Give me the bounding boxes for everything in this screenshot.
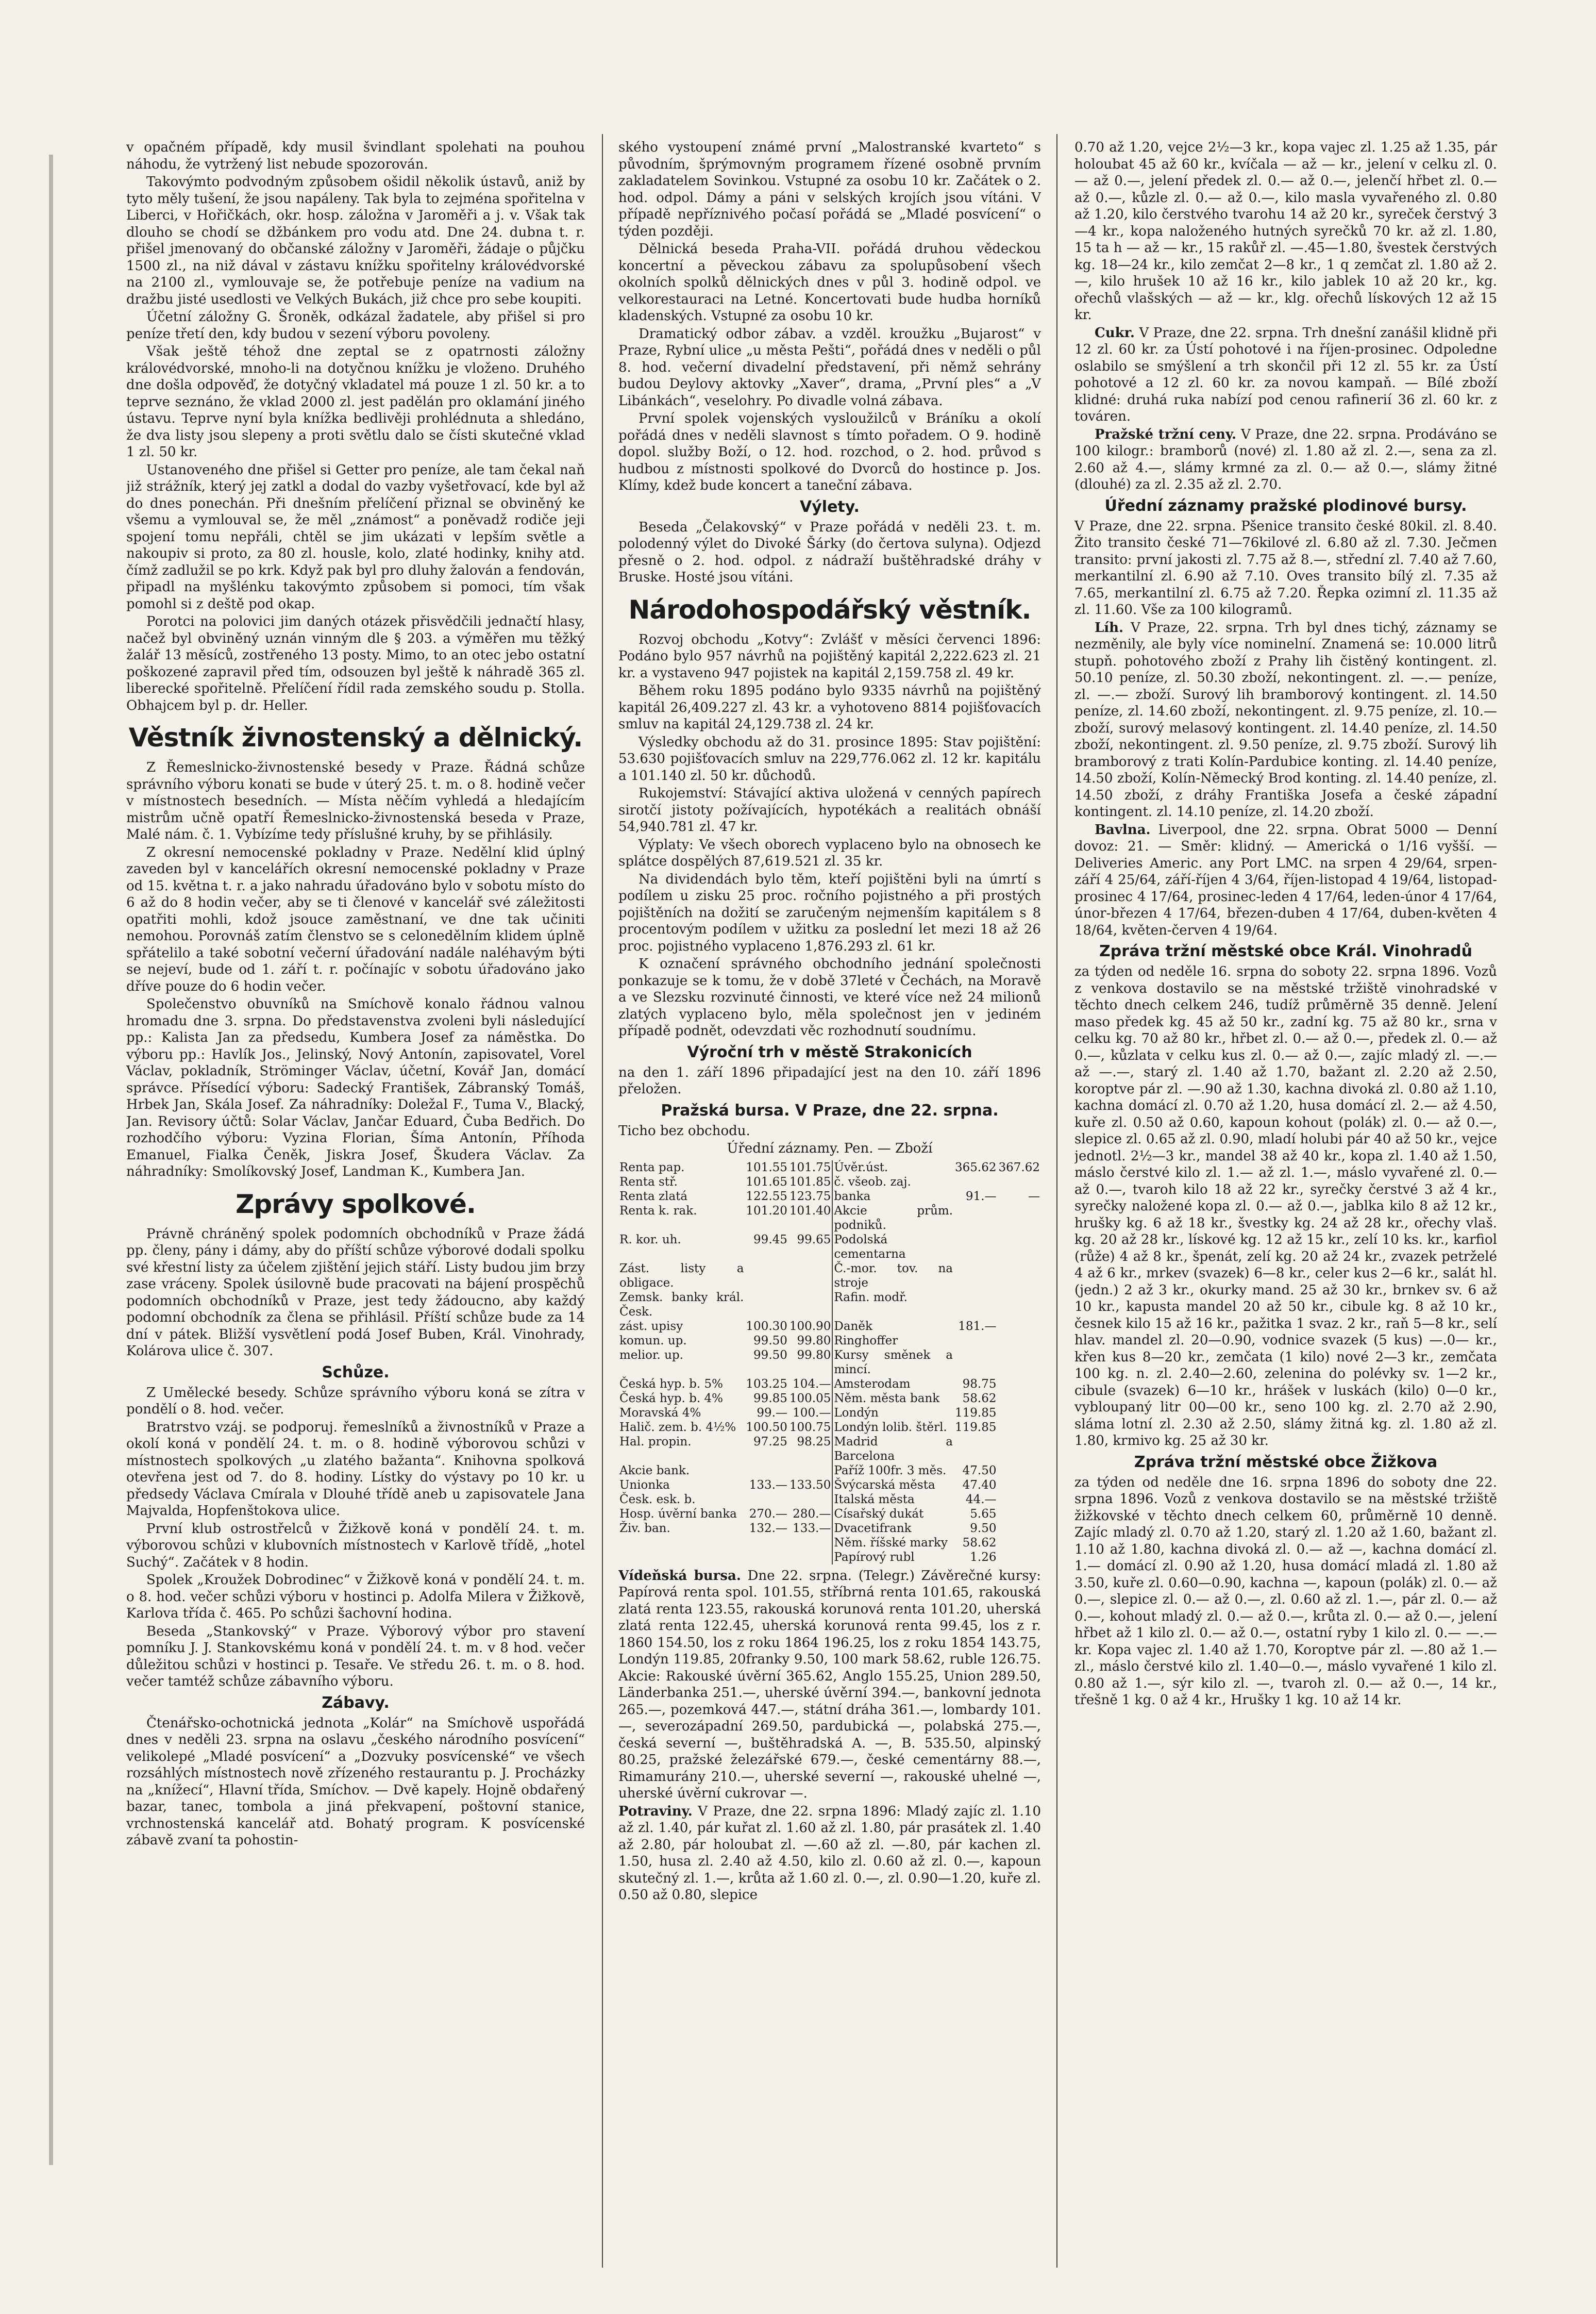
exchange-cell: Zást. listy a obligace. (619, 1261, 744, 1290)
exchange-row (618, 1189, 1041, 1204)
run-in-title: Pražské tržní ceny. (1095, 426, 1237, 442)
exchange-cell: 119.85 (955, 1406, 997, 1420)
run-in-title: Bavlna. (1095, 822, 1151, 838)
exchange-cell: Halič. zem. b. 4½% (619, 1420, 736, 1434)
exchange-cell (998, 1435, 1041, 1463)
exchange-cell: 5.65 (970, 1507, 997, 1521)
exchange-row (618, 1420, 1041, 1435)
exchange-cell (618, 1536, 745, 1550)
exchange-cell (954, 1175, 997, 1189)
exchange-cell (998, 1319, 1041, 1334)
exchange-cell (998, 1377, 1041, 1391)
exchange-row (618, 1478, 1041, 1492)
exchange-header: Úřední záznamy. Pen. — Zboží (727, 1141, 933, 1156)
exchange-cell: Unionka (619, 1478, 670, 1492)
exchange-cell (788, 1261, 832, 1290)
exchange-row (618, 1261, 1041, 1290)
econ-paragraph: za týden od neděle dne 16. srpna 1896 do soboty dne 22. srpna 1896. Vozů z venkova dostavilo se na městské tržiště žižkovské v těchto dnech celkem 60, průměrně 10 denně. Zajíc mladý zl. 0.70 až 1.20, starý zl. 1.20 až 1.60, bažant zl. 1.10 až 1.80, kachna divoká zl. 0.— až —, kachna domácí zl. 1.— domácí zl. 0.90 až 1.20, husa domácí mladá zl. 1.80 až 3.50, kuře zl. 0.60—0.90, kachna —, kapoun (polák) zl. 0.— až 0.—, slepice zl. 0.— až 0.—, zl. 0.60 až zl. 1.—, pár zl. 0.— až 0.—, kohout mladý zl. 0.— až 0.—, krůta zl. 0.— až 0.—, jelení hřbet až 1 kilo zl. 0.— až 0.—, ostatní ryby 1 kilo zl. 0.— —.— kr. Kopa vajec zl. 1.40 až 1.70, Koroptve pár zl. —.80 až 1.— zl., máslo čerstvé kilo zl. 1.40—0.—, máslo vyvařené 1 kilo zl. 0.80 až 1.—, sýr kilo zl. —, tvaroh zl. 0.— až 0.—, 14 kr., třešně 1 kg. 0 až 4 kr., Hrušky 1 kg. 10 až 14 kr. (1074, 1474, 1497, 1708)
article-paragraph: Takovýmto podvodným způsobem ošidil několik ústavů, aniž by tyto měly tušení, že jsou napáleny. Tak byla to zejména spořitelna v Liberci, v Hořičkách, okr. hosp. záložna v Jaroměři a j. v. Však tak dlouho se chodí se džbánkem pro vodu atd. Dne 24. dubna t. r. přišel jmenovaný do občanské záložny v Jaroměři, žádaje o půjčku 1500 zl., na niž dával v zástavu knížku spořitelny královédvorské na 2100 zl., vymlouvaje se, že potřebuje peníze na vadium na dražbu jisté usedlosti ve Velkých Bukách, již chce pro sebe koupiti. (126, 174, 585, 307)
exchange-table (618, 1160, 1041, 1564)
subsection-heading: Zábavy. (322, 1693, 390, 1712)
exchange-cell (745, 1536, 788, 1550)
exchange-cell (788, 1550, 832, 1564)
notice-paragraph: Beseda „Čelakovský“ v Praze pořádá v neděli 23. t. m. polodenný výlet do Divoké Šárky (do čertova sulyna). Odjezd přesně o 2. hod. odpol. z nádraží buštěhradské dráhy v Bruske. Hosté jsou vítáni. (618, 519, 1041, 585)
exchange-row (618, 1334, 1041, 1348)
notice-paragraph: První spolek vojenských vysloužilců v Bráníku a okolí pořádá dnes v neděli slavnost s tímto pořadem. O 9. hodině dopol. služby Boží, o 12. hod. rozchod, o 2. hod. průvod s hudbou z místnosti spolkové do Dvorců do hostince p. Jos. Klímy, kdež bude koncert a taneční zábava. (618, 411, 1041, 493)
exchange-cell (788, 1536, 832, 1550)
exchange-row (618, 1175, 1041, 1189)
notice-paragraph: Čtenářsko-ochotnická jednota „Kolár“ na Smíchově uspořádá dnes v neděli 23. srpna na oslavu „českého národního posvícení“ velikolepé „Mladé posvícení“ a „Dozvuky posvícenské“ ve všech rozsáhlých místnostech nově zřízeného restaurantu p. J. Procházky na „knížecí“, Hlavní třída, Smíchov. — Dvě kapely. Hojně obdařený bazar, tanec, tombola a jiná překvapení, poštovní stanice, vrchnostenská kancelář atd. Bohatý program. K posvícenské zábavě zvaní ta pohostin- (126, 1715, 585, 1848)
exchange-cell: 365.62 (955, 1160, 997, 1174)
column-left (126, 139, 585, 2273)
exchange-cell: 132.— (749, 1521, 787, 1535)
exchange-cell: 99.80 (797, 1348, 831, 1362)
exchange-cell: 99.50 (753, 1334, 787, 1347)
exchange-cell: 99.45 (753, 1233, 787, 1246)
exchange-cell (788, 1492, 832, 1507)
exchange-cell (998, 1463, 1041, 1478)
exchange-row (618, 1290, 1041, 1319)
exchange-cell: 367.62 (998, 1160, 1040, 1174)
exchange-cell: 100.30 (746, 1319, 787, 1333)
exchange-cell: 280.— (793, 1507, 831, 1521)
exchange-cell (954, 1435, 997, 1463)
exchange-cell: 100.05 (789, 1391, 831, 1405)
notice-paragraph: Bratrstvo vzáj. se podporuj. řemeslníků a živnostníků v Praze a okolí koná v pondělí 24. t. m. o 8. hodině výborovou schůzi v místnostech spolkových „u zlatého bažanta“. Knihovna spolková otevřena jest od 7. do 8. hodiny. Lístky do výstavy po 10 kr. u předsedy Václava Cmírala v Dlouhé třídě aneb u zapisovatele Jana Majvalda, Hopfenštokova ulice. (126, 1419, 585, 1519)
exchange-cell: 44.— (965, 1492, 997, 1506)
exchange-cell: 101.55 (746, 1160, 787, 1174)
exchange-cell (998, 1521, 1041, 1536)
exchange-cell (998, 1290, 1041, 1319)
econ-paragraph: Na dividendách bylo těm, kteří pojištěni byli na úmrtí s podílem u zisku 25 proc. ročního pojistného a při prostých pojištěních na dožití se zaručeným nejmenším kapitálem s 8 procentovým podílem v užitku za poslední let mezi 18 až 26 proc. pojistného vyplaceno 1,876.293 zl. 61 kr. (618, 871, 1041, 954)
exchange-row (618, 1319, 1041, 1334)
exchange-cell: 99.85 (753, 1391, 787, 1405)
econ-paragraph: Rukojemství: Stávající aktiva uložená v cenných papírech sirotčí jistoty požívajících, hypotékách a realitách obnáší 54,940.781 zl. 47 kr. (618, 786, 1041, 835)
exchange-cell: Daněk (832, 1319, 954, 1334)
run-in-title: Potraviny. (618, 1803, 693, 1819)
exchange-cell (998, 1420, 1041, 1435)
econ-paragraph: Rozvoj obchodu „Kotvy“: Zvlášť v měsíci červenci 1896: Podáno bylo 957 návrhů na pojištěný kapitál 2,222.623 zl. 21 kr. a vystaveno 947 pojistek na kapitál 2,159.758 zl. 49 kr. (618, 631, 1041, 681)
subsection-heading: Výlety. (800, 497, 860, 516)
exchange-cell (998, 1233, 1041, 1261)
exchange-cell: 133.— (749, 1478, 787, 1492)
exchange-cell: — (1028, 1189, 1040, 1203)
exchange-cell: Amsterodam (832, 1377, 954, 1391)
run-in-title: Líh. (1095, 620, 1124, 636)
exchange-cell: 100.50 (746, 1420, 787, 1434)
exchange-cell: 101.65 (746, 1175, 787, 1189)
exchange-cell (998, 1406, 1041, 1420)
exchange-cell: 98.75 (962, 1377, 997, 1391)
exchange-cell: 100.75 (789, 1420, 831, 1434)
econ-paragraph: Výplaty: Ve všech oborech vyplaceno bylo na obnosech ke splátce dospělých 87,619.521 zl. 35 kr. (618, 837, 1041, 869)
run-in-title: Vídeňská bursa. (618, 1568, 741, 1584)
exchange-cell (954, 1204, 997, 1233)
exchange-cell: 99.80 (797, 1334, 831, 1347)
exchange-row (618, 1377, 1041, 1391)
econ-paragraph: na den 1. září 1896 připadající jest na den 10. září 1896 přeložen. (618, 1064, 1041, 1097)
exchange-row (618, 1160, 1041, 1175)
exchange-cell: 99.65 (797, 1233, 831, 1246)
exchange-cell: Renta pap. (619, 1160, 685, 1174)
exchange-cell (998, 1334, 1041, 1348)
notice-paragraph: Beseda „Stankovský“ v Praze. Výborový výbor pro stavení pomníku J. J. Stankovskému koná v pondělí 24. t. m. v 8 hod. večer důležitou schůzi v hostinci p. Tesaře. Ve středu 26. t. m. o 8. hod. večer tamtéž schůze zábavního výboru. (126, 1623, 585, 1689)
column-middle (618, 139, 1041, 2273)
exchange-row (618, 1550, 1041, 1564)
exchange-cell: 133.— (793, 1521, 831, 1535)
exchange-cell: Hosp. úvěrní banka (619, 1507, 737, 1521)
exchange-cell (745, 1492, 788, 1507)
econ-paragraph: Během roku 1895 podáno bylo 9335 návrhů na pojištěný kapitál 26,409.227 zl. 43 kr. a vyhotoveno 8814 pojišťovacích smluv na kapitál 24,129.738 zl. 24 kr. (618, 683, 1041, 732)
exchange-cell: 98.25 (797, 1435, 831, 1449)
exchange-cell: Renta zlatá (619, 1189, 688, 1203)
section-heading: Národohospodářský věstník. (628, 594, 1031, 625)
exchange-cell: 101.85 (789, 1175, 831, 1189)
exchange-cell: komun. up. (619, 1334, 687, 1347)
econ-paragraph: V Praze, 22. srpna. Trh byl dnes tichý, záznamy se nezměnily, ale byly více nominelní. Znamená se: 10.000 litrů stupň. pohotového zboží z Prahy lih čistěný kontingent. zl. 50.10 peníze, zl. 50.30 zboží, nekontingent. zl. —.— peníze, zl. —.— zboží. Surový lih bramborový kontingent. zl. 14.50 peníze, zl. 14.60 zboží, nekontingent. zl. 9.75 peníze, zl. 10.— zboží, surový melasový kontingent. zl. 14.40 peníze, zl. 14.50 zboží, nekontingent. zl. 9.50 peníze, zl. 9.75 zboží. Surový lih bramborový z trati Kolín-Pardubice konting. zl. 14.40 peníze, 14.50 zboží, Kolín-Německý Brod konting. zl. 14.40 peníze, zl. 14.50 zboží, z dráhy Františka Josefa a české západní kontingent. zl. 14.10 peníze, zl. 14.20 zboží. (1074, 620, 1497, 820)
exchange-cell: 9.50 (970, 1521, 997, 1535)
exchange-cell (998, 1478, 1041, 1492)
notice-paragraph: Z Umělecké besedy. Schůze správního výboru koná se zítra v pondělí o 8. hod. večer. (126, 1385, 585, 1417)
exchange-cell: 47.50 (962, 1463, 997, 1477)
exchange-cell: Č.-mor. tov. na stroje (832, 1261, 954, 1290)
notice-paragraph: Dělnická beseda Praha-VII. pořádá druhou vědeckou koncertní a pěveckou zábavu za spolupůsobení všech okolních spolků dělnických dnes v půl 3. hodině odpol. ve velkorestauraci na Letné. Koncertovati bude hudba horníků kladenských. Vstupné za osobu 10 kr. (618, 241, 1041, 324)
exchange-cell: 100.— (793, 1406, 831, 1420)
exchange-cell: Dvacetifrank (832, 1521, 954, 1536)
article-paragraph: Porotci na polovici jim daných otázek přisvědčili jednačtí hlasy, načež byl obviněný uznán vinným dle § 203. a výměřen mu těžký žalář 13 měsíců, zostřeného 13 posty. Mimo, to an otec jebo ostatní poškozené zapravil před tím, odsouzen byl ještě k náhradě 365 zl. liberecké spořitelně. Přelíčení řídil rada zemského soudu p. Stolla. Obhajcem byl p. dr. Heller. (126, 614, 585, 713)
econ-paragraph: V Praze, dne 22. srpna. Prodáváno se 100 kilogr.: bramborů (nové) zl. 1.80 až zl. 2.—, sena za zl. 2.60 až 4.—, slámy krmné za zl. 0.— až 0.—, slámy žitné (dlouhé) za zl. 2.35 až zl. 2.70. (1074, 426, 1497, 492)
exchange-row (618, 1521, 1041, 1536)
exchange-cell: Londýn lolib. štěrl. (832, 1420, 954, 1435)
exchange-cell: Renta stř. (619, 1175, 678, 1189)
subsection-heading: Úřední záznamy pražské plodinové bursy. (1104, 496, 1467, 515)
exchange-cell (998, 1550, 1041, 1564)
exchange-cell: 100.90 (789, 1319, 831, 1333)
exchange-cell: 101.75 (789, 1160, 831, 1174)
exchange-row (618, 1536, 1041, 1550)
run-in-title: Cukr. (1095, 325, 1135, 341)
exchange-cell (998, 1507, 1041, 1521)
exchange-cell: Podolská cementarna (832, 1233, 954, 1261)
exchange-cell: 101.40 (789, 1204, 831, 1218)
econ-paragraph: 0.70 až 1.20, vejce 2½—3 kr., kopa vajec zl. 1.25 až 1.35, pár holoubat 45 až 60 kr., kvíčala — až — kr., jelení v celku zl. 0.— až 0.—, jelení předek zl. 0.— až 0.—, jelenčí hřbet zl. 0.— až 0.—, kůzle zl. 0.— až 0.—, kilo masla vyvařeného zl. 0.80 až 1.20, kilo čerstvého tvarohu 14 až 20 kr., syreček čerstvý 3—4 kr., kopa naloženého hutných syrečků 70 kr. až zl. 1.80, 15 ta h — až — kr., 15 rakůř zl. —.45—1.80, švestek čerstvých kg. 18—24 kr., kilo zemčat 2—8 kr., 1 q zemčat zl. 1.80 až 2.—, kilo hrušek 10 až 16 kr., kilo jablek 10 až 20 kr., kg. ořechů vlašských — až — kr., klg. ořechů lískových 12 až 15 kr. (1074, 140, 1497, 323)
econ-paragraph: V Praze, dne 22. srpna. Pšenice transito české 80kil. zl. 8.40. Žito transito české 71—76kilové zl. 6.80 až zl. 7.30. Ječmen transito: první jakosti zl. 7.75 až 8.—, střední zl. 7.40 až 7.60, merkantilní zl. 6.90 až 7.10. Oves transito bílý zl. 7.35 až 7.65, merkantilní zl. 6.75 až 7.20. Řepka ozimní zl. 11.35 až zl. 11.60. Vše za 100 kilogramů. (1074, 518, 1497, 618)
exchange-cell: Papírový rubl (832, 1550, 954, 1564)
exchange-cell (998, 1492, 1041, 1507)
econ-paragraph: K označení správného obchodního jednání společnosti ponkazuje se k tomu, že v době 37leté v Čechách, na Moravě a ve Slezsku rozvinuté činnosti, ve které více než 24 milionů zlatých vyplaceno bylo, měla společnost jen v jediném případě podnět, odevzdati věc rozhodnutí soudnímu. (618, 956, 1041, 1039)
subsection-heading: Schůze. (322, 1363, 390, 1381)
exchange-cell: 58.62 (962, 1391, 997, 1405)
article-paragraph: v opačném případě, kdy musil švindlant spolehati na pouhou náhodu, že vytržený list nebude spozorován. (126, 140, 585, 172)
exchange-cell: 181.— (958, 1319, 997, 1333)
column-rule (1056, 134, 1057, 2268)
section-heading: Zprávy spolkové. (236, 1189, 476, 1219)
section-heading: Věstník živnostenský a dělnický. (128, 723, 583, 753)
exchange-row (618, 1492, 1041, 1507)
exchange-cell: Císařský dukát (832, 1507, 954, 1521)
econ-paragraph: Liverpool, dne 22. srpna. Obrat 5000 — Denní dovoz: 21. — Směr: klidný. — Americká o 1/16 vyšší. — Deliveries Americ. any Port LMC. na srpen 4 29/64, srpen-září 4 25/64, září-říjen 4 3/64, říjen-listopad 4 19/64, listopad-prosinec 4 17/64, prosinec-leden 4 17/64, leden-únor 4 17/64, únor-březen 4 17/64, březen-duben 4 17/64, duben-květen 4 18/64, květen-červen 4 19/64. (1074, 822, 1497, 938)
exchange-cell: Hal. propin. (619, 1435, 692, 1449)
exchange-cell: 101.20 (746, 1204, 787, 1218)
exchange-cell: Moravská 4% (619, 1406, 701, 1420)
exchange-cell: Madrid a Barcelona (832, 1435, 954, 1463)
exchange-cell: Něm. města bank (832, 1391, 954, 1406)
notice-paragraph: Právně chráněný spolek podomních obchodníků v Praze žádá pp. členy, pány i dámy, aby do příští schůze výborové dodali spolku své křestní listy za účelem zjištění jejich stáří. Listy budou jim brzy zase vráceny. Spolek úsilovně bude pracovati na bájení prospěchů podomních obchodníků v Praze, jest tedy žádoucno, aby každý podomní obchodník za člena se přihlásil. Příští schůze bude za 14 dní v pátek. Bližší vysvětlení podá Josef Buben, Král. Vinohrady, Kolárova ulice č. 307. (126, 1226, 585, 1359)
econ-paragraph: V Praze, dne 22. srpna. Trh dnešní zanášil klidně při 12 zl. 60 kr. za Ústí pohotové i na říjen-prosinec. Odpoledne oslabilo se smýšlení a trh skončil při 12 zl. 55 kr. za Ústí pohotové a 12 zl. 60 kr. za novou kampaň. — Bílé zboží klidné: druhá ruka nabízí pod cenou rafinerií 36 zl. 60 kr. z továren. (1074, 325, 1497, 424)
exchange-cell (998, 1348, 1041, 1377)
notice-paragraph: Z Řemeslnicko-živnostenské besedy v Praze. Řádná schůze správního výboru konati se bude v úterý 25. t. m. o 8. hodině večer v místnostech besedních. — Místa něčím vyhledá a hledajícím mistrům učně opatří Řemeslnicko-živnostenská beseda v Praze, Malé nám. č. 1. Vybízíme tedy příslušné kruhy, by se přihlásily. (126, 760, 585, 842)
exchange-cell: 119.85 (955, 1420, 997, 1434)
exchange-cell: Akcie bank. (619, 1463, 690, 1477)
exchange-cell: 104.— (793, 1377, 831, 1391)
article-paragraph: Ustanoveného dne přišel si Getter pro peníze, ale tam čekal naň již strážník, který jej zatkl a dodal do vazby vyšetřovací, kde byl až do dnes ponechán. Při dnešním přelíčení přiznal se obviněný ke všemu a vymlouval se, že měl „známost“ a poněvadž rodiče jeji spojení tomu nepřáli, chtěl se jim ukázati v lepším světle a nakoupiv si proto, za 80 zl. housle, kolo, zlaté hodinky, knihy atd. čímž zadlužil se po krk. Když pak byl pro dluhy žalován a fendován, připadl na myšlénku takovýmto způsobem si pomoci, tím však pomohl si z deště pod okap. (126, 462, 585, 612)
notice-paragraph: Dramatický odbor zábav. a vzděl. kroužku „Bujarost“ v Praze, Rybní ulice „u města Pešti“, pořádá dnes v neděli o půl 8. hod. večerní divadelní představení, při němž sehrány budou Deylovy aktovky „Xaver“, drama, „První ples“ a „V Libánkách“, veselohry. Po divadle volná zábava. (618, 326, 1041, 409)
exchange-cell (788, 1290, 832, 1319)
exchange-cell (745, 1463, 788, 1478)
notice-paragraph: Společenstvo obuvníků na Smíchově konalo řádnou valnou hromadu dne 3. srpna. Do představenstva zvoleni byli následující pp.: Kalista Jan za předsedu, Kumbera Josef za náměstka. Do výboru pp.: Havlík Jos., Jelinský, Nový Antonín, zapisovatel, Vorel Václav, pokladník, Ströminger Václav, účetní, Kovář Jan, domácí správce. Přísedící výboru: Sadecký František, Zábranský Tomáš, Hrbek Jan, Skála Josef. Za náhradníky: Doležal F., Tuma V., Blacký, Jan. Revisory účtů: Solar Václav, Jančar Eduard, Čuba Bedřich. Do rozhodčího výboru: Vyzina Florian, Šíma Antonín, Příhoda Emanuel, Fialka Čeněk, Jiskra Josef, Škudera Václav. Za náhradníky: Smolíkovský Josef, Landman K., Kumbera Jan. (126, 996, 585, 1179)
exchange-cell: 47.40 (962, 1478, 997, 1492)
exchange-cell: 99.50 (753, 1348, 787, 1362)
exchange-cell (998, 1261, 1041, 1290)
exchange-cell: č. všeob. zaj. (832, 1175, 954, 1189)
exchange-cell: Česká hyp. b. 5% (619, 1377, 723, 1391)
exchange-cell: zást. upisy (619, 1319, 683, 1333)
exchange-row (618, 1435, 1041, 1463)
exchange-cell: 133.50 (789, 1478, 831, 1492)
exchange-cell: Švýcarská města (832, 1478, 954, 1492)
exchange-cell: 270.— (749, 1507, 787, 1521)
notice-paragraph: Spolek „Kroužek Dobrodinec“ v Žižkově koná v pondělí 24. t. m. o 8. hod. večer schůzi výboru v hostinci p. Adolfa Milera v Žižkově, Karlova třída č. 465. Po schůzi šachovní hodina. (126, 1572, 585, 1621)
exchange-cell (998, 1536, 1041, 1550)
exchange-cell (998, 1391, 1041, 1406)
exchange-cell (954, 1233, 997, 1261)
exchange-cell (745, 1550, 788, 1564)
exchange-row (618, 1204, 1041, 1233)
exchange-cell: Akcie prům. podniků. (832, 1204, 954, 1233)
exchange-cell (954, 1334, 997, 1348)
exchange-cell: Česká hyp. b. 4% (619, 1391, 723, 1405)
subsection-heading: Zpráva tržní městské obce Žižkova (1134, 1453, 1438, 1471)
column-right (1074, 139, 1497, 2273)
econ-paragraph: za týden od neděle 16. srpna do soboty 22. srpna 1896. Vozů z venkova dostavilo se na městské tržiště vinohradské v těchto dnech celkem 246, tudíž průměrně 35 denně. Jelení maso předek kg. 45 až 50 kr., zadní kg. 75 až 80 kr., srna v celku kg. 70 až 80 kr., hřbet zl. 0.— až 0.—, předek zl. 0.— až 0.—, kůzlata v celku kus zl. 0.— až 0.—, zajíc mladý zl. —.— až —.—, starý zl. 1.40 až 1.70, bažant zl. 2.20 až 2.50, koroptve pár zl. —.90 až 1.30, kachna divoká zl. 0.80 až 1.10, kachna domácí zl. 0.70 až 1.20, husa domácí zl. 2.— až 4.50, kuře zl. 0.50 až 0.60, kapoun kohout (polák) zl. 0.— až 0.—, slepice zl. 0.65 až zl. 0.90, mladí holubi pár 40 až 50 kr., vejce jednotl. 2½—3 kr., mandel 38 až 40 kr., kopa zl. 1.40 až 1.50, máslo čerstvé kilo zl. 1.— až zl. 1.—, máslo vyvařené zl. 0.— až 0.—, tvaroh kilo 18 až 22 kr., syrečky čerstvé 3 až 4 kr., syrečky naložené kopa zl. 0.— až 0.—, jablka kilo 8 až 12 kr., hrušky kg. 6 až 18 kr., švestky kg. 24 až 28 kr., ořechy vlaš. kg. 20 až 28 kr., lískové kg. 12 až 15 kr., zelí 10 ks. kr., karfiol (růže) 4 až 8 kr., špenát, zelí kg. 20 až 24 kr., zvazek petrželé 4 až 6 kr., mrkev (svazek) 6—8 kr., celer kus 2—6 kr., salát hl. (jedn.) 2 až 3 kr., okurky mand. 25 až 30 kr., brnkev sv. 6 až 10 kr., kapusta mandel 20 až 50 kr., cibule kg. 8 až 10 kr., česnek kilo 15 až 16 kr., pažitka 1 svaz. 2 kr., raň 5—8 kr., selí hlav. mandel zl. 20—0.90, vodnice svazek (5 kus) —.0— kr., křen kus 8—20 kr., zemčata (1 kilo) nové 2—3 kr., zemčata 100 kg. n. zl. 2.40—2.60, zelenina do polévky sv. 1—2 kr., cibule (svazek) 6—10 kr., hrášek v luskách (kilo) 0—0 kr., vybloupaný litr 00—00 kr., seno 100 kg. zl. 2.70 až 2.90, sláma lotní zl. 2.30 až 2.50, slámy žitná kg. zl. 1.80 až zl. 1.80, krmivo kg. 25 až 30 kr. (1074, 964, 1497, 1449)
exchange-cell: Zemsk. banky král. Česk. (619, 1290, 744, 1319)
exchange-cell (998, 1175, 1041, 1189)
exchange-cell: 97.25 (753, 1435, 787, 1449)
exchange-cell (618, 1550, 745, 1564)
exchange-cell: 99.— (757, 1406, 787, 1420)
exchange-cell: Londýn (832, 1406, 954, 1420)
exchange-cell (745, 1290, 788, 1319)
article-paragraph: Však ještě téhož dne zeptal se z opatrnosti záložny královédvorské, mnoho-li na dotyčnou knížku je vloženo. Druhého dne došla odpověď, že dotyčný vkladatel má pouze 1 zl. 50 kr. a to teprve seznáno, že vklad 2000 zl. jest padělán pro oklamání jiného ústavu. Teprve nyní byla knížka bedlivěji prohlédnuta a shledáno, že dva listy jsou slepeny a proti světlu dalo se čísti skutečné vklad 1 zl. 50 kr. (126, 344, 585, 460)
notice-paragraph: Z okresní nemocenské pokladny v Praze. Nedělní klid úplný zaveden byl v kancelářích okresní nemocenské pokladny v Praze od 15. května t. r. a jako nahradu úřadováno bylo v sobotu místo do 6 až do 8 hodin večer, aby se ti členové v kancelář své záležitosti opatřiti mohli, kdož jsouce zaměstnaní, ve dne tak učiniti nemohou. Porovnáš zatím členstvo se s celonedělním klidem úplně spřátelilo a také sobotní večerní úřadování nadále naléhavým býti se nejeví, bude od 1. září t. r. počínajíc v sobotu úřadováno jako dříve pouze do 6 hodin večer. (126, 844, 585, 994)
exchange-cell: Italská města (832, 1492, 954, 1507)
exchange-cell: banka (832, 1189, 954, 1204)
exchange-cell: Něm. říšské marky (832, 1536, 954, 1550)
exchange-cell: 1.26 (970, 1550, 997, 1564)
exchange-cell (954, 1261, 997, 1290)
exchange-row (618, 1391, 1041, 1406)
exchange-row (618, 1463, 1041, 1478)
exchange-cell: 91.— (965, 1189, 997, 1203)
exchange-cell: R. kor. uh. (619, 1233, 681, 1246)
exchange-row (618, 1406, 1041, 1420)
exchange-cell: Paříž 100fr. 3 měs. (832, 1463, 954, 1478)
exchange-cell: Kursy směnek a mincí. (832, 1348, 954, 1377)
exchange-cell (745, 1261, 788, 1290)
column-rule (602, 134, 603, 2268)
exchange-cell: Živ. ban. (619, 1521, 670, 1535)
exchange-cell: 122.55 (746, 1189, 787, 1203)
page-edge-shadow (49, 155, 53, 2165)
subsection-heading: Výroční trh v městě Strakonicích (687, 1043, 972, 1061)
exchange-cell: Renta k. rak. (619, 1204, 697, 1218)
notice-paragraph: První klub ostrostřelců v Žižkově koná v pondělí 24. t. m. výborovou schůzi v klubovních místnostech v Karlově třídě, „hotel Suchý“. Začátek v 8 hodin. (126, 1521, 585, 1570)
exchange-cell: Česk. esk. b. (619, 1492, 696, 1506)
exchange-cell (998, 1204, 1041, 1233)
exchange-cell: melior. up. (619, 1348, 683, 1362)
econ-paragraph: Dne 22. srpna. (Telegr.) Závěrečné kursy: Papírová renta spol. 101.55, stříbrná renta 101.65, rakouská zlatá renta 123.55, rakouská korunová renta 101.20, uherská zlatá renta 122.45, uherská korunová renta 99.45, los z r. 1860 154.50, los z roku 1864 196.25, los z roku 1854 143.75, Londýn 119.85, 20franky 9.50, 100 mark 58.62, ruble 126.75. Akcie: Rakouské úvěrní 365.62, Anglo 155.25, Union 289.50, Länderbanka 251.—, uherské úvěrní 394.—, bankovní jednota 265.—, pozemková 447.—, státní dráha 361.—, lombardy 101.—, severozápadní 269.50, pardubická —, polabská 275.—, česká severní —, buštěhradská A. —, B. 535.50, alpinský 80.25, pražské železářské 679.—, české cementárny 88.—, Rimamurány 210.—, uherské severní —, rakouské uhelné —, uherské úvěrní cukrovar —. (618, 1568, 1041, 1801)
exchange-cell: 58.62 (962, 1536, 997, 1550)
econ-paragraph: Ticho bez obchodu. (618, 1123, 750, 1139)
exchange-cell (788, 1463, 832, 1478)
article-paragraph: Účetní záložny G. Šroněk, odkázal žadatele, aby přišel si pro peníze třetí den, kdy budou v sezení výboru povoleny. (126, 309, 585, 342)
subsection-heading: Pražská bursa. V Praze, dne 22. srpna. (661, 1101, 999, 1120)
exchange-cell: Úvěr.úst. (832, 1160, 954, 1175)
exchange-cell: 123.75 (789, 1189, 831, 1203)
exchange-cell: Rafin. modř. (832, 1290, 954, 1319)
exchange-row (618, 1233, 1041, 1261)
article-paragraph: ského vystoupení známé první „Malostranské kvarteto“ s původním, šprýmovným programem řízené osobně prvním zakladatelem Sovinkou. Vstupné za osobu 10 kr. Začátek o 2. hod. odpol. Dámy a páni v selských krojích jsou vítáni. V případě nepříznivého počasí pořádá se „Mladé posvícení“ o týden později. (618, 140, 1041, 239)
exchange-row (618, 1348, 1041, 1377)
exchange-cell (954, 1290, 997, 1319)
exchange-cell (954, 1348, 997, 1377)
subsection-heading: Zpráva tržní městské obce Král. Vinohradů (1099, 942, 1473, 960)
exchange-cell: 103.25 (746, 1377, 787, 1391)
econ-paragraph: Výsledky obchodu až do 31. prosince 1895: Stav pojištění: 53.630 pojišťovacích smluv na 229,776.062 zl. 12 kr. kapitálu a 101.140 zl. 50 kr. důchodů. (618, 734, 1041, 784)
econ-paragraph: V Praze, dne 22. srpna 1896: Mladý zajíc zl. 1.10 až zl. 1.40, pár kuřat zl. 1.60 až zl. 1.80, pár prasátek zl. 1.40 až 2.80, pár holoubat zl. —.60 až zl. —.80, pár kachen zl. 1.50, husa zl. 2.40 až 4.50, kilo zl. 0.60 až zl. 0.—, kapoun skutečný zl. 1.—, krůta až 1.60 zl. 0.—, zl. 0.90—1.20, kuře zl. 0.50 až 0.80, slepice (618, 1803, 1041, 1903)
exchange-row (618, 1507, 1041, 1521)
exchange-cell: Ringhoffer (832, 1334, 954, 1348)
